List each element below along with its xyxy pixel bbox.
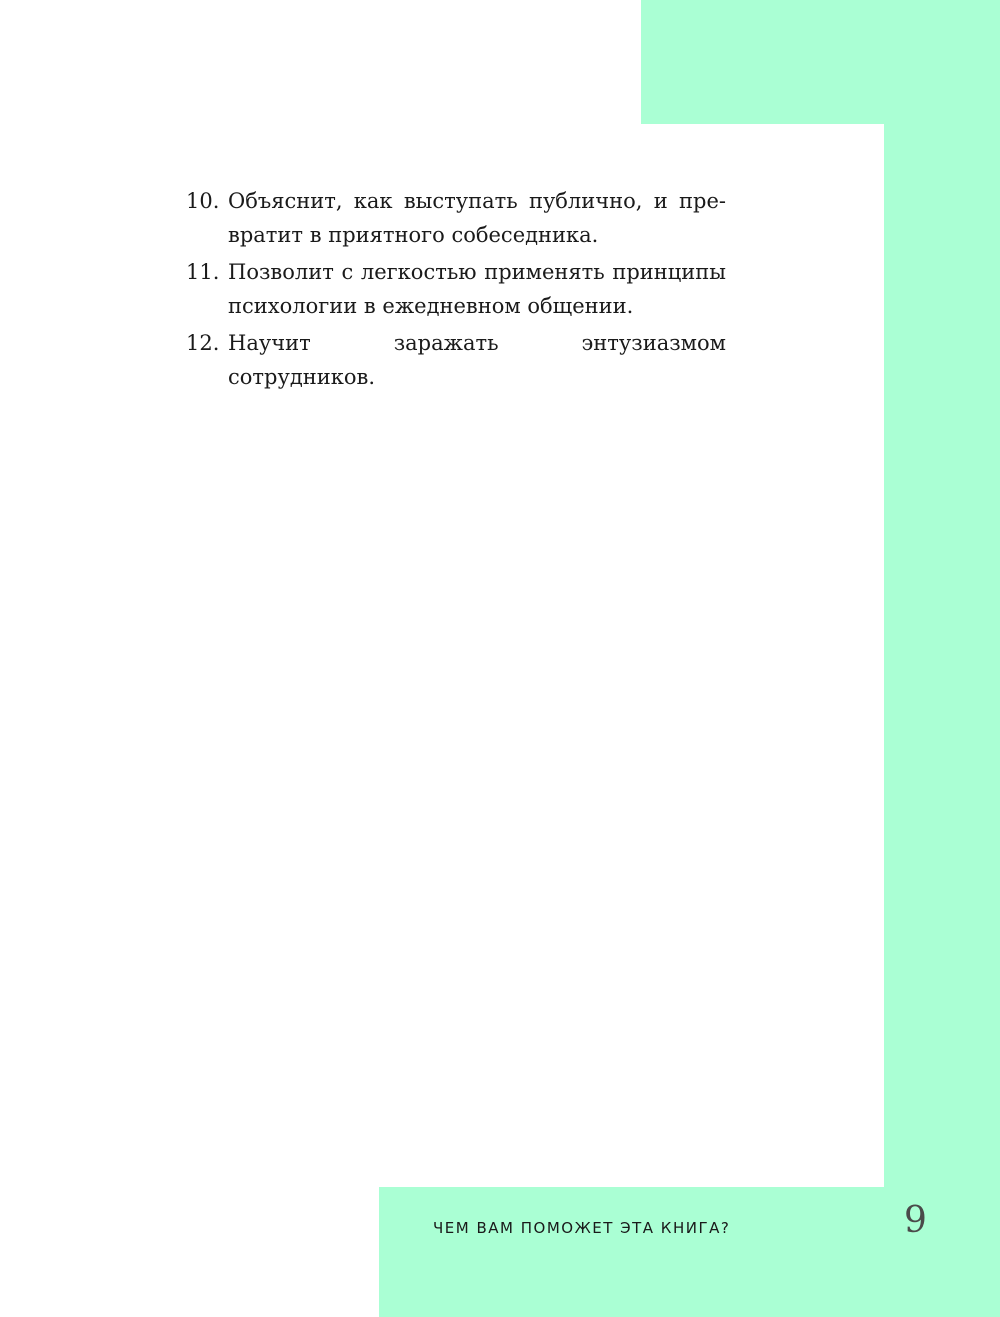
list-item [186, 326, 726, 394]
list-item-text: Объяснит, как выступать публично, и превратит в приятного собеседника. [228, 189, 726, 247]
list-item-number: 12. [186, 331, 220, 355]
page-content [186, 184, 726, 397]
accent-stripe-right [884, 0, 1000, 1317]
list-item-number: 11. [186, 260, 220, 284]
list-item [186, 255, 726, 323]
list-item-text: Научит заражать энтузиазмом сотрудников. [228, 331, 726, 389]
page-number: 9 [904, 1200, 927, 1241]
list-item [186, 184, 726, 252]
list-item-text: Позволит с легкостью применять принципы психологии в ежедневном общении. [228, 260, 726, 318]
running-footer-title: ЧЕМ ВАМ ПОМОЖЕТ ЭТА КНИГА? [433, 1219, 731, 1237]
list-item-number: 10. [186, 189, 220, 213]
numbered-list [186, 184, 726, 394]
